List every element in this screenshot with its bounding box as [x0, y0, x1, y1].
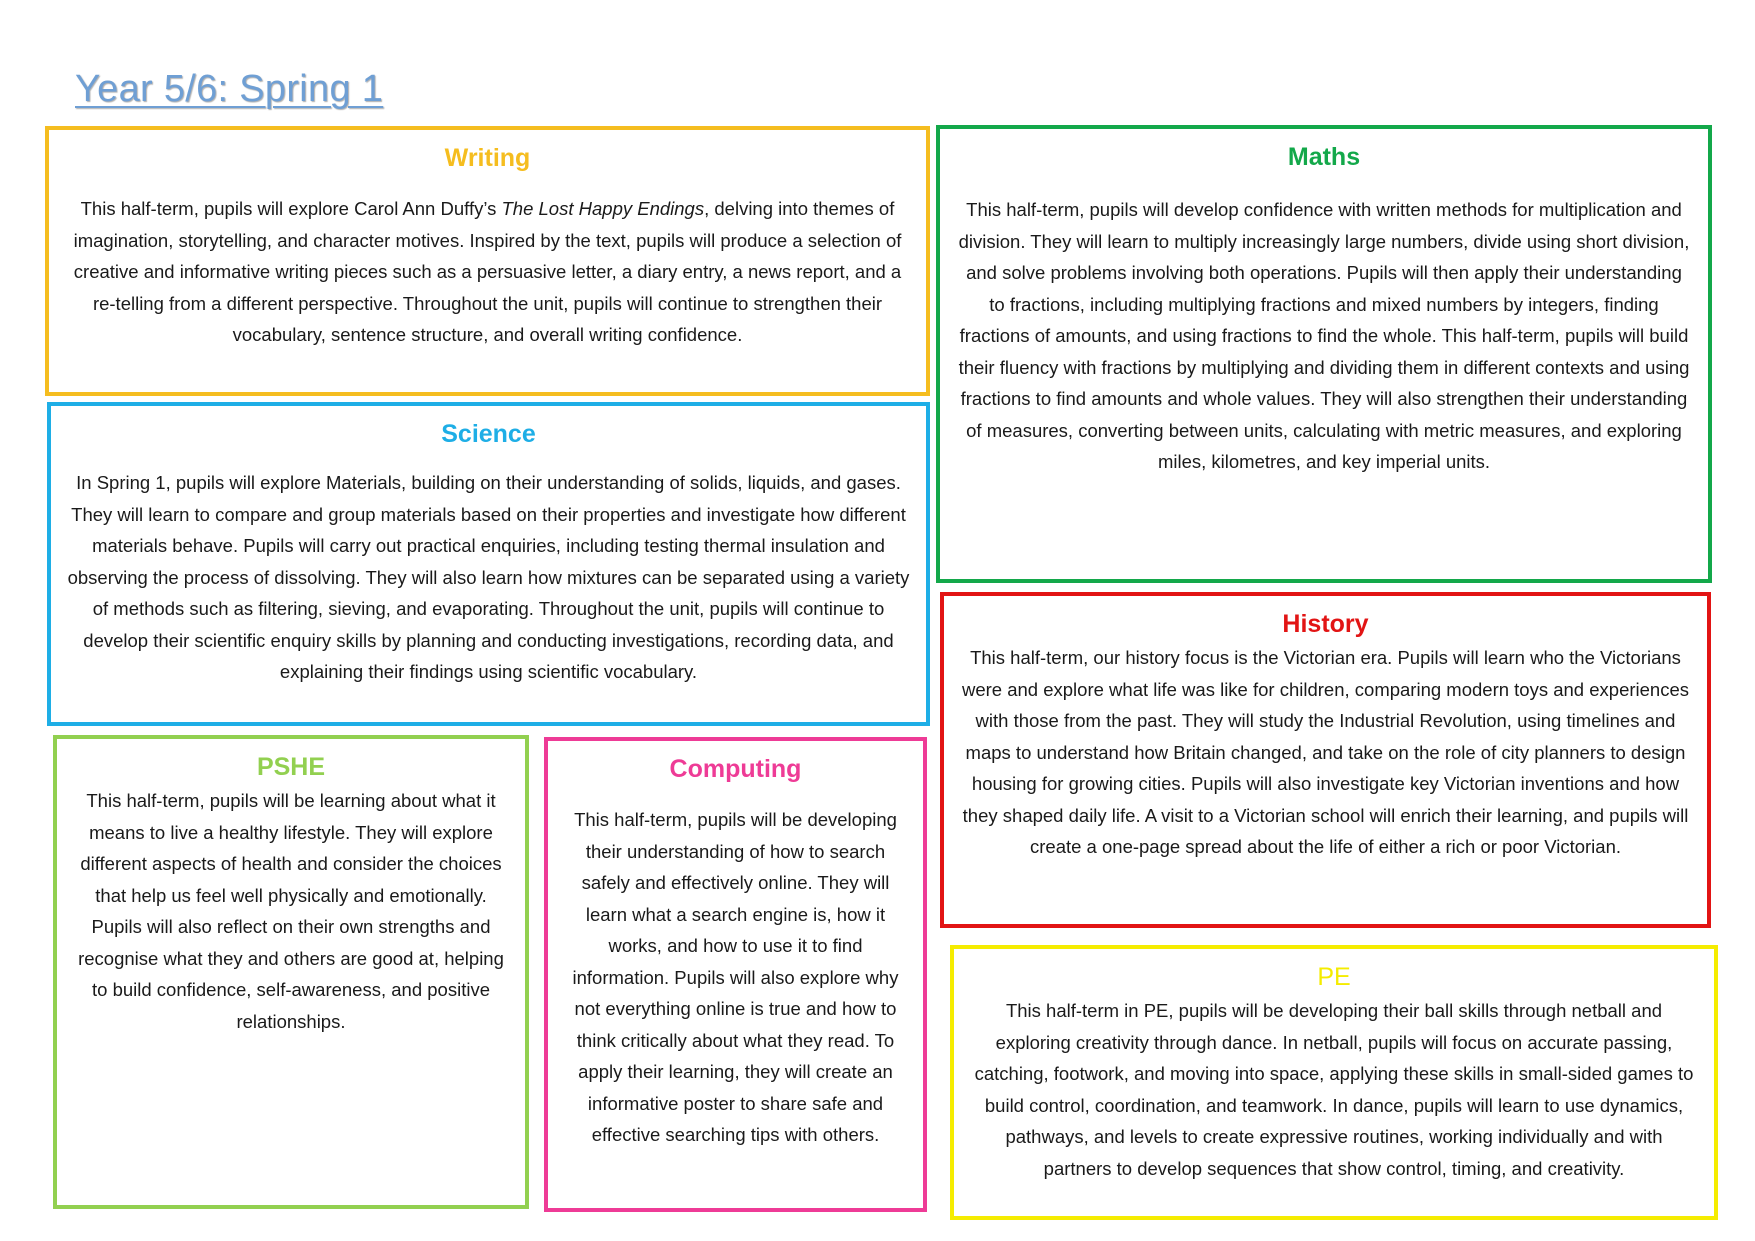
writing-book-title: The Lost Happy Endings — [501, 198, 705, 219]
pe-panel — [950, 945, 1718, 1220]
science-text: In Spring 1, pupils will explore Materials, building on their understanding of solids, liquids, and gases. They will learn to compare and group materials based on their properties and investigate how different materials behave. Pupils will carry out practical enquiries, including testing thermal insulation and observing the process of dissolving. They will also learn how mixtures can be separated using a variety of methods such as filtering, sieving, and evaporating. Throughout the unit, pupils will continue to develop their scientific enquiry skills by planning and conducting investigations, recording data, and explaining their findings using scientific vocabulary. — [67, 472, 910, 682]
history-panel — [940, 592, 1711, 928]
pshe-panel — [53, 735, 529, 1209]
science-heading: Science — [441, 420, 536, 448]
science-panel — [47, 402, 930, 726]
history-text: This half-term, our history focus is the Victorian era. Pupils will learn who the Victorians were and explore what life was like for children, comparing modern toys and experiences with those from the past. They will study the Industrial Revolution, using timelines and maps to understand how Britain changed, and take on the role of city planners to design housing for growing cities. Pupils will also investigate key Victorian inventions and how they shaped daily life. A visit to a Victorian school will enrich their learning, and pupils will create a one-page spread about the life of either a rich or poor Victorian. — [961, 647, 1689, 857]
writing-text-intro: This half-term, pupils will explore Carol Ann Duffy’s — [80, 198, 502, 219]
writing-panel — [45, 126, 930, 396]
pe-heading: PE — [1317, 963, 1351, 991]
page-title: Year 5/6: Spring 1 — [75, 68, 384, 110]
computing-heading: Computing — [669, 755, 802, 783]
maths-text: This half-term, pupils will develop confidence with written methods for multiplication and division. They will learn to multiply increasingly large numbers, divide using short division, and solve problems involving both operations. Pupils will then apply their understanding to fractions, including multiplying fractions and mixed numbers by integers, finding fractions of amounts, and using fractions to find the whole. This half-term, pupils will build their fluency with fractions by multiplying and dividing them in different contexts and using fractions to find amounts and whole values. They will also strengthen their understanding of measures, converting between units, calculating with metric measures, and exploring miles, kilometres, and key imperial units. — [958, 199, 1690, 472]
computing-text: This half-term, pupils will be developing their understanding of how to search safely and effectively online. They will learn what a search engine is, how it works, and how to use it to find information. Pupils will also explore why not everything online is true and how to think critically about what they read. To apply their learning, they will create an informative poster to share safe and effective searching tips with others. — [572, 809, 899, 1145]
maths-panel — [936, 125, 1712, 583]
writing-text-body: , delving into themes of imagination, storytelling, and character motives. Inspired by the text, pupils will produce a selection of creative and informative writing pieces such as a persuasive letter, a diary entry, a news report, and a re-telling from a different perspective. Throughout the unit, pupils will continue to strengthen their vocabulary, sentence structure, and overall writing confidence. — [73, 198, 902, 345]
writing-heading: Writing — [444, 144, 531, 172]
pshe-heading: PSHE — [256, 753, 326, 781]
history-heading: History — [1282, 610, 1369, 638]
maths-heading: Maths — [1287, 143, 1361, 171]
writing-text — [65, 193, 910, 351]
computing-panel — [544, 737, 927, 1212]
pe-text: This half-term in PE, pupils will be developing their ball skills through netball and exploring creativity through dance. In netball, pupils will focus on accurate passing, catching, footwork, and moving into space, applying these skills in small-sided games to build control, coordination, and teamwork. In dance, pupils will learn to use dynamics, pathways, and levels to create expressive routines, working individually and with partners to develop sequences that show control, timing, and creativity. — [974, 1000, 1694, 1179]
pshe-text: This half-term, pupils will be learning about what it means to live a healthy lifestyle. They will explore different aspects of health and consider the choices that help us feel well physically and emotionally. Pupils will also reflect on their own strengths and recognise what they and others are good at, helping to build confidence, self-awareness, and positive relationships. — [78, 790, 504, 1032]
